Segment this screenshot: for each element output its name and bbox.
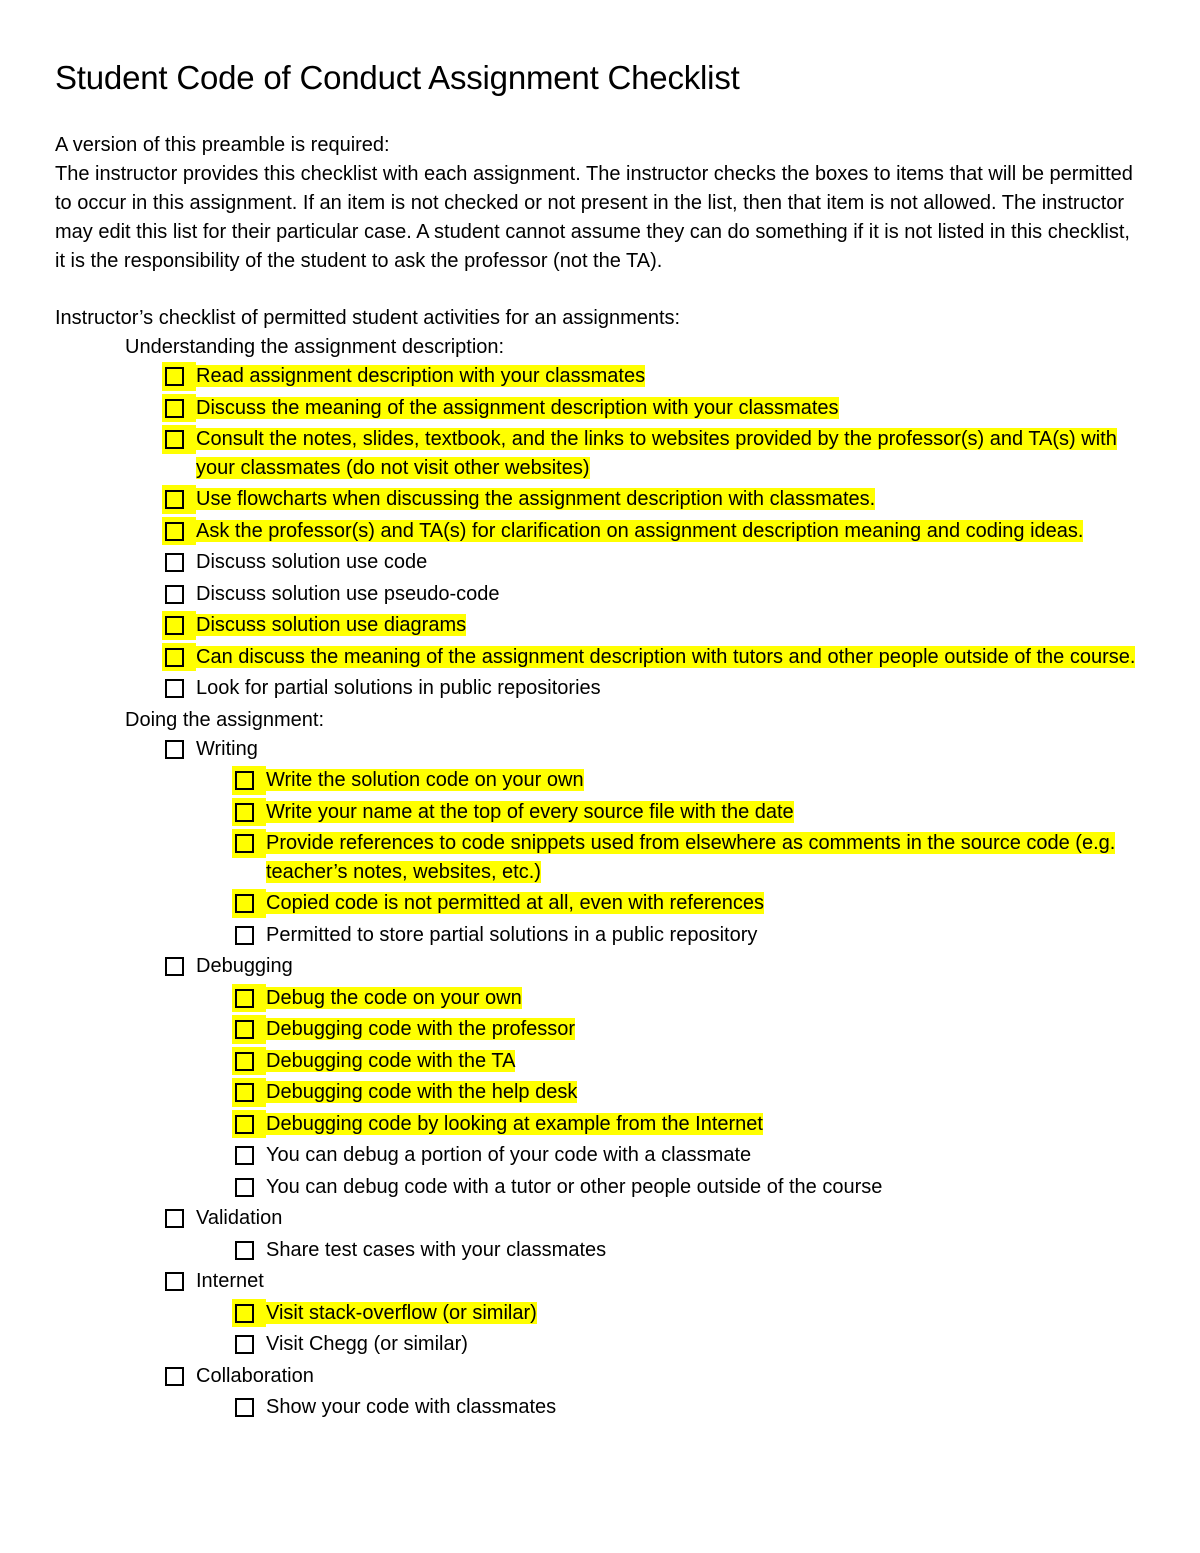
checklist-item-label: Copied code is not permitted at all, even with references bbox=[266, 892, 765, 914]
checklist-item-label: Write your name at the top of every source file with the date bbox=[266, 800, 794, 823]
list-intro: Instructor’s checklist of permitted student activities for an assignments: bbox=[55, 307, 681, 329]
checklist-item[interactable] bbox=[232, 1047, 1145, 1076]
checkbox-icon[interactable] bbox=[165, 616, 184, 635]
preamble bbox=[55, 131, 1145, 276]
checkbox-icon[interactable] bbox=[165, 679, 184, 698]
checklist-item-label: Look for partial solutions in public repositories bbox=[196, 677, 601, 699]
document-page bbox=[55, 56, 1145, 1425]
checklist-item-label: Consult the notes, slides, textbook, and the links to websites provided by the professor(s) and TA(s) with your classmates (do not visit other websites) bbox=[196, 428, 1117, 479]
checklist-item-label: Debugging code with the help desk bbox=[266, 1081, 578, 1103]
checklist-item[interactable] bbox=[232, 1173, 1145, 1202]
checkbox-icon[interactable] bbox=[235, 1083, 254, 1102]
checkbox-icon[interactable] bbox=[235, 834, 254, 853]
checklist-item[interactable] bbox=[232, 1299, 1145, 1328]
checkbox-icon[interactable] bbox=[165, 490, 184, 509]
checkbox-icon[interactable] bbox=[235, 1178, 254, 1197]
page-title: Student Code of Conduct Assignment Checklist bbox=[55, 59, 740, 96]
checklist-item-label: Debugging bbox=[196, 955, 293, 977]
checklist-item[interactable] bbox=[232, 1015, 1145, 1044]
preamble-required-line: A version of this preamble is required: bbox=[55, 134, 390, 156]
checklist-item[interactable] bbox=[162, 485, 1145, 514]
checklist-item-label: Internet bbox=[196, 1270, 264, 1292]
checkbox-icon[interactable] bbox=[165, 1272, 184, 1291]
checkbox-icon[interactable] bbox=[165, 585, 184, 604]
checklist-item[interactable] bbox=[232, 984, 1145, 1013]
checklist-item[interactable] bbox=[162, 611, 1145, 640]
doing-checklist bbox=[55, 735, 1145, 1422]
checklist-item[interactable] bbox=[232, 1330, 1145, 1359]
checkbox-icon[interactable] bbox=[235, 1304, 254, 1323]
preamble-body: The instructor provides this checklist with each assignment. The instructor checks the boxes to items that will be permitted to occur in this assignment. If an item is not checked or not present in the list, then that item is not allowed. The instructor may edit this list for their particular case. A student cannot assume they can do something if it is not listed in this checklist, it is the responsibility of the student to ask the professor (not the TA). bbox=[55, 163, 1133, 272]
checkbox-icon[interactable] bbox=[165, 740, 184, 759]
checkbox-icon[interactable] bbox=[235, 1020, 254, 1039]
checklist-item-label: Show your code with classmates bbox=[266, 1396, 557, 1418]
checklist-item-label: Provide references to code snippets used from elsewhere as comments in the source code (e.g. teacher’s notes, websites, etc.) bbox=[266, 832, 1116, 883]
checklist-item[interactable] bbox=[232, 1393, 1145, 1422]
understanding-checklist bbox=[55, 362, 1145, 703]
checkbox-icon[interactable] bbox=[235, 803, 254, 822]
checklist-item-label: You can debug code with a tutor or other people outside of the course bbox=[266, 1175, 883, 1198]
checklist-item[interactable] bbox=[162, 548, 1145, 577]
checkbox-icon[interactable] bbox=[235, 989, 254, 1008]
checklist-item-label: Visit stack-overflow (or similar) bbox=[266, 1301, 537, 1324]
checklist-item-label: Debug the code on your own bbox=[266, 986, 522, 1009]
checklist-item-label: Validation bbox=[196, 1207, 283, 1229]
checkbox-icon[interactable] bbox=[235, 926, 254, 945]
checklist-item[interactable] bbox=[162, 362, 1145, 391]
checklist-item[interactable] bbox=[162, 517, 1145, 546]
checklist-item[interactable] bbox=[232, 889, 1145, 918]
checkbox-icon[interactable] bbox=[235, 1398, 254, 1417]
checkbox-icon[interactable] bbox=[235, 1335, 254, 1354]
checkbox-icon[interactable] bbox=[165, 430, 184, 449]
checklist-item[interactable] bbox=[232, 798, 1145, 827]
checklist-item[interactable] bbox=[162, 580, 1145, 609]
checklist-item[interactable] bbox=[232, 1141, 1145, 1170]
checklist-item-label: Debugging code with the TA bbox=[266, 1049, 516, 1072]
section-heading-understanding: Understanding the assignment description: bbox=[125, 336, 505, 358]
checklist-item-label: Write the solution code on your own bbox=[266, 769, 584, 791]
checklist-item-label: Debugging code by looking at example from the Internet bbox=[266, 1112, 763, 1135]
checkbox-icon[interactable] bbox=[165, 399, 184, 418]
checkbox-icon[interactable] bbox=[235, 894, 254, 913]
checklist-item[interactable] bbox=[232, 1110, 1145, 1139]
checklist-item-label: Permitted to store partial solutions in a public repository bbox=[266, 923, 758, 946]
checklist-item-label: Can discuss the meaning of the assignment description with tutors and other people outside of the course. bbox=[196, 645, 1136, 668]
checkbox-icon[interactable] bbox=[165, 957, 184, 976]
checklist-item[interactable] bbox=[232, 1078, 1145, 1107]
checklist-item[interactable] bbox=[162, 643, 1145, 672]
checklist-item-label: Debugging code with the professor bbox=[266, 1018, 576, 1040]
checklist-item-label: Visit Chegg (or similar) bbox=[266, 1333, 468, 1355]
checklist-item[interactable] bbox=[232, 829, 1145, 886]
checklist-group-collaboration[interactable] bbox=[162, 1362, 1145, 1391]
checklist-group-validation[interactable] bbox=[162, 1204, 1145, 1233]
checkbox-icon[interactable] bbox=[165, 522, 184, 541]
checklist-item[interactable] bbox=[162, 394, 1145, 423]
checkbox-icon[interactable] bbox=[165, 1209, 184, 1228]
checklist-item[interactable] bbox=[232, 766, 1145, 795]
checklist-item-label: Discuss the meaning of the assignment description with your classmates bbox=[196, 396, 839, 419]
checklist-item-label: You can debug a portion of your code with a classmate bbox=[266, 1144, 752, 1166]
checklist-item-label: Discuss solution use code bbox=[196, 551, 428, 573]
checklist-item[interactable] bbox=[232, 1236, 1145, 1265]
checklist-item-label: Discuss solution use diagrams bbox=[196, 614, 467, 636]
checklist-item-label: Collaboration bbox=[196, 1364, 314, 1387]
checklist-group-internet[interactable] bbox=[162, 1267, 1145, 1296]
checklist-item-label: Read assignment description with your classmates bbox=[196, 365, 646, 387]
checkbox-icon[interactable] bbox=[235, 771, 254, 790]
checklist-group-writing[interactable] bbox=[162, 735, 1145, 764]
checklist-item-label: Use flowcharts when discussing the assignment description with classmates. bbox=[196, 488, 876, 510]
checkbox-icon[interactable] bbox=[165, 1367, 184, 1386]
checklist-item-label: Share test cases with your classmates bbox=[266, 1238, 607, 1261]
checkbox-icon[interactable] bbox=[165, 553, 184, 572]
checkbox-icon[interactable] bbox=[165, 648, 184, 667]
checkbox-icon[interactable] bbox=[235, 1146, 254, 1165]
checklist-item[interactable] bbox=[162, 425, 1145, 482]
checklist-item[interactable] bbox=[162, 674, 1145, 703]
checklist-item[interactable] bbox=[232, 921, 1145, 950]
checkbox-icon[interactable] bbox=[165, 367, 184, 386]
checkbox-icon[interactable] bbox=[235, 1115, 254, 1134]
checklist-group-debugging[interactable] bbox=[162, 952, 1145, 981]
checkbox-icon[interactable] bbox=[235, 1052, 254, 1071]
checklist-item-label: Writing bbox=[196, 737, 258, 760]
checkbox-icon[interactable] bbox=[235, 1241, 254, 1260]
checklist-item-label: Discuss solution use pseudo-code bbox=[196, 582, 500, 605]
checklist-item-label: Ask the professor(s) and TA(s) for clarification on assignment description meaning and coding ideas. bbox=[196, 519, 1084, 542]
section-heading-doing: Doing the assignment: bbox=[125, 708, 325, 731]
